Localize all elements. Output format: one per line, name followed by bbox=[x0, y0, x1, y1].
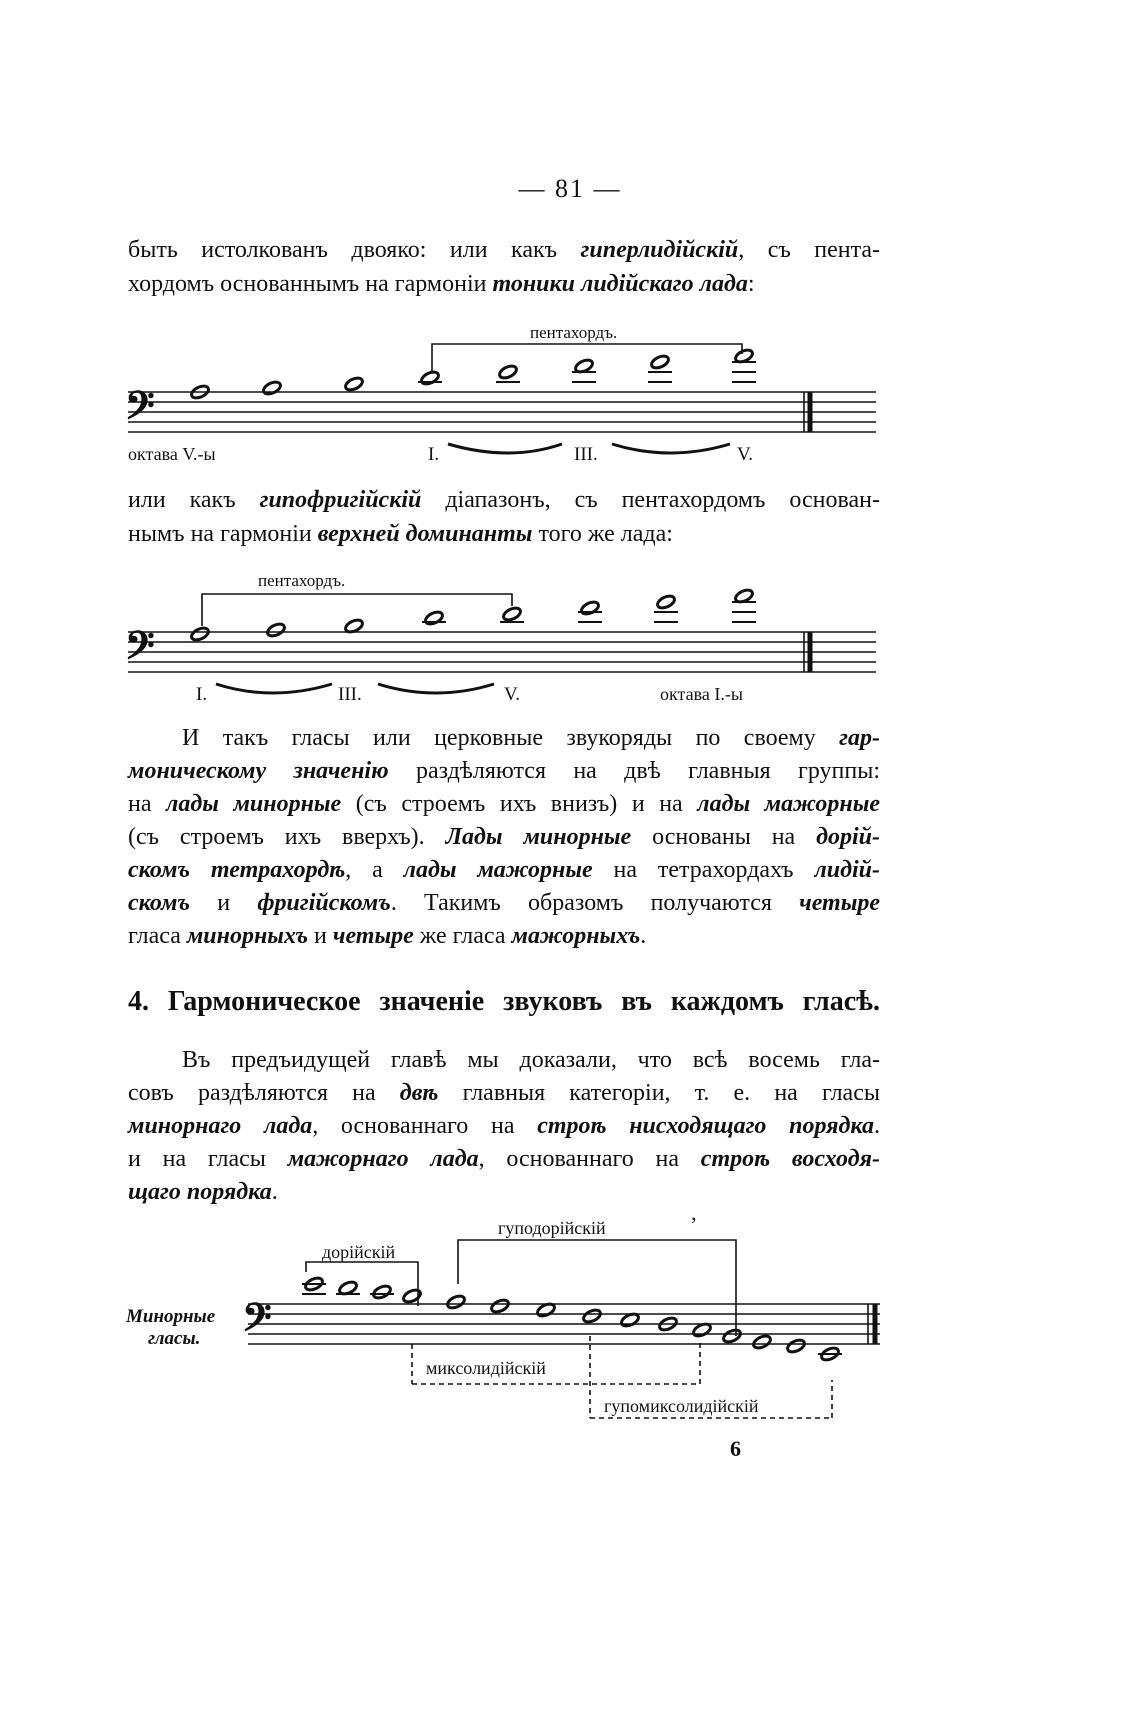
para1-line1: быть истолкованъ двояко: или какъ гиперлидійскій, съ пента- bbox=[128, 237, 881, 263]
para3-line1: И такъ гласы или церковные звукоряды по своему гар- bbox=[182, 725, 880, 751]
hypodorian-bracket bbox=[458, 1240, 736, 1336]
para3-line3: на лады минорные (съ строемъ ихъ внизъ) и на лады мажорные bbox=[128, 791, 880, 817]
para4-line1: Въ предъидущей главѣ мы доказали, что всѣ восемь гла- bbox=[182, 1047, 880, 1073]
hypodorian-label: гуподорійскій bbox=[498, 1218, 606, 1238]
minor-modes-label-2: гласы. bbox=[148, 1328, 201, 1349]
para2-line2: нымъ на гармоніи верхней доминанты того же лада: bbox=[128, 521, 673, 547]
para3-line5: скомъ тетрахордѣ, а лады мажорные на тетрахордахъ лидій- bbox=[128, 857, 881, 883]
staff3-notes bbox=[304, 1276, 841, 1363]
para4-line5: щаго порядка. bbox=[128, 1179, 278, 1205]
para4-line4: и на гласы мажорнаго лада, основаннаго на строѣ восходя- bbox=[128, 1146, 880, 1172]
bass-clef-icon: 𝄢 bbox=[125, 385, 155, 436]
para1-line2: хордомъ основаннымъ на гармоніи тоники лидійскаго лада: bbox=[128, 271, 755, 297]
para2-line1: или какъ гипофригійскій діапазонъ, съ пентахордомъ основан- bbox=[128, 487, 881, 513]
bass-clef-icon: 𝄢 bbox=[242, 1297, 272, 1348]
bass-clef-icon: 𝄢 bbox=[125, 625, 155, 676]
section-heading: 4. Гармоническое значеніе звуковъ въ каждомъ гласѣ. bbox=[128, 986, 880, 1017]
para3-line4: (съ строемъ ихъ вверхъ). Лады минорные основаны на дорій- bbox=[128, 824, 881, 850]
degree-V-1: V. bbox=[737, 444, 754, 465]
para3-line6: скомъ и фригійскомъ. Такимъ образомъ получаются четыре bbox=[128, 890, 880, 916]
mixolydian-label: миксолидійскій bbox=[426, 1358, 546, 1378]
pentachord-label-2: пентахордъ. bbox=[258, 571, 346, 590]
para3-line7: гласа минорныхъ и четыре же гласа мажорныхъ. bbox=[128, 923, 647, 949]
pentachord-label-1: пентахордъ. bbox=[530, 323, 618, 342]
dorian-label: дорійскій bbox=[322, 1242, 396, 1262]
para4-line2: совъ раздѣляются на двѣ главныя категоріи, т. е. на гласы bbox=[128, 1080, 880, 1106]
octave-label-2: октава I.-ы bbox=[660, 684, 743, 704]
para3-line2: моническому значенію раздѣляются на двѣ главныя группы: bbox=[128, 758, 881, 784]
page-number: — 81 — bbox=[518, 174, 622, 203]
octave-label-1: октава V.-ы bbox=[128, 444, 216, 464]
degree-III-2: III. bbox=[338, 684, 362, 705]
hypomixolydian-label: гупомиксолидійскій bbox=[604, 1396, 759, 1416]
apostrophe-mark: ’ bbox=[690, 1212, 698, 1237]
para4-line3: минорнаго лада, основаннаго на строѣ нисходящаго порядка. bbox=[128, 1113, 880, 1139]
degree-I-2: I. bbox=[196, 684, 208, 705]
degree-I-1: I. bbox=[428, 444, 440, 465]
signature-number: 6 bbox=[730, 1436, 741, 1461]
degree-V-2: V. bbox=[504, 684, 521, 705]
minor-modes-label: Минорные bbox=[126, 1306, 216, 1327]
degree-III-1: III. bbox=[574, 444, 598, 465]
